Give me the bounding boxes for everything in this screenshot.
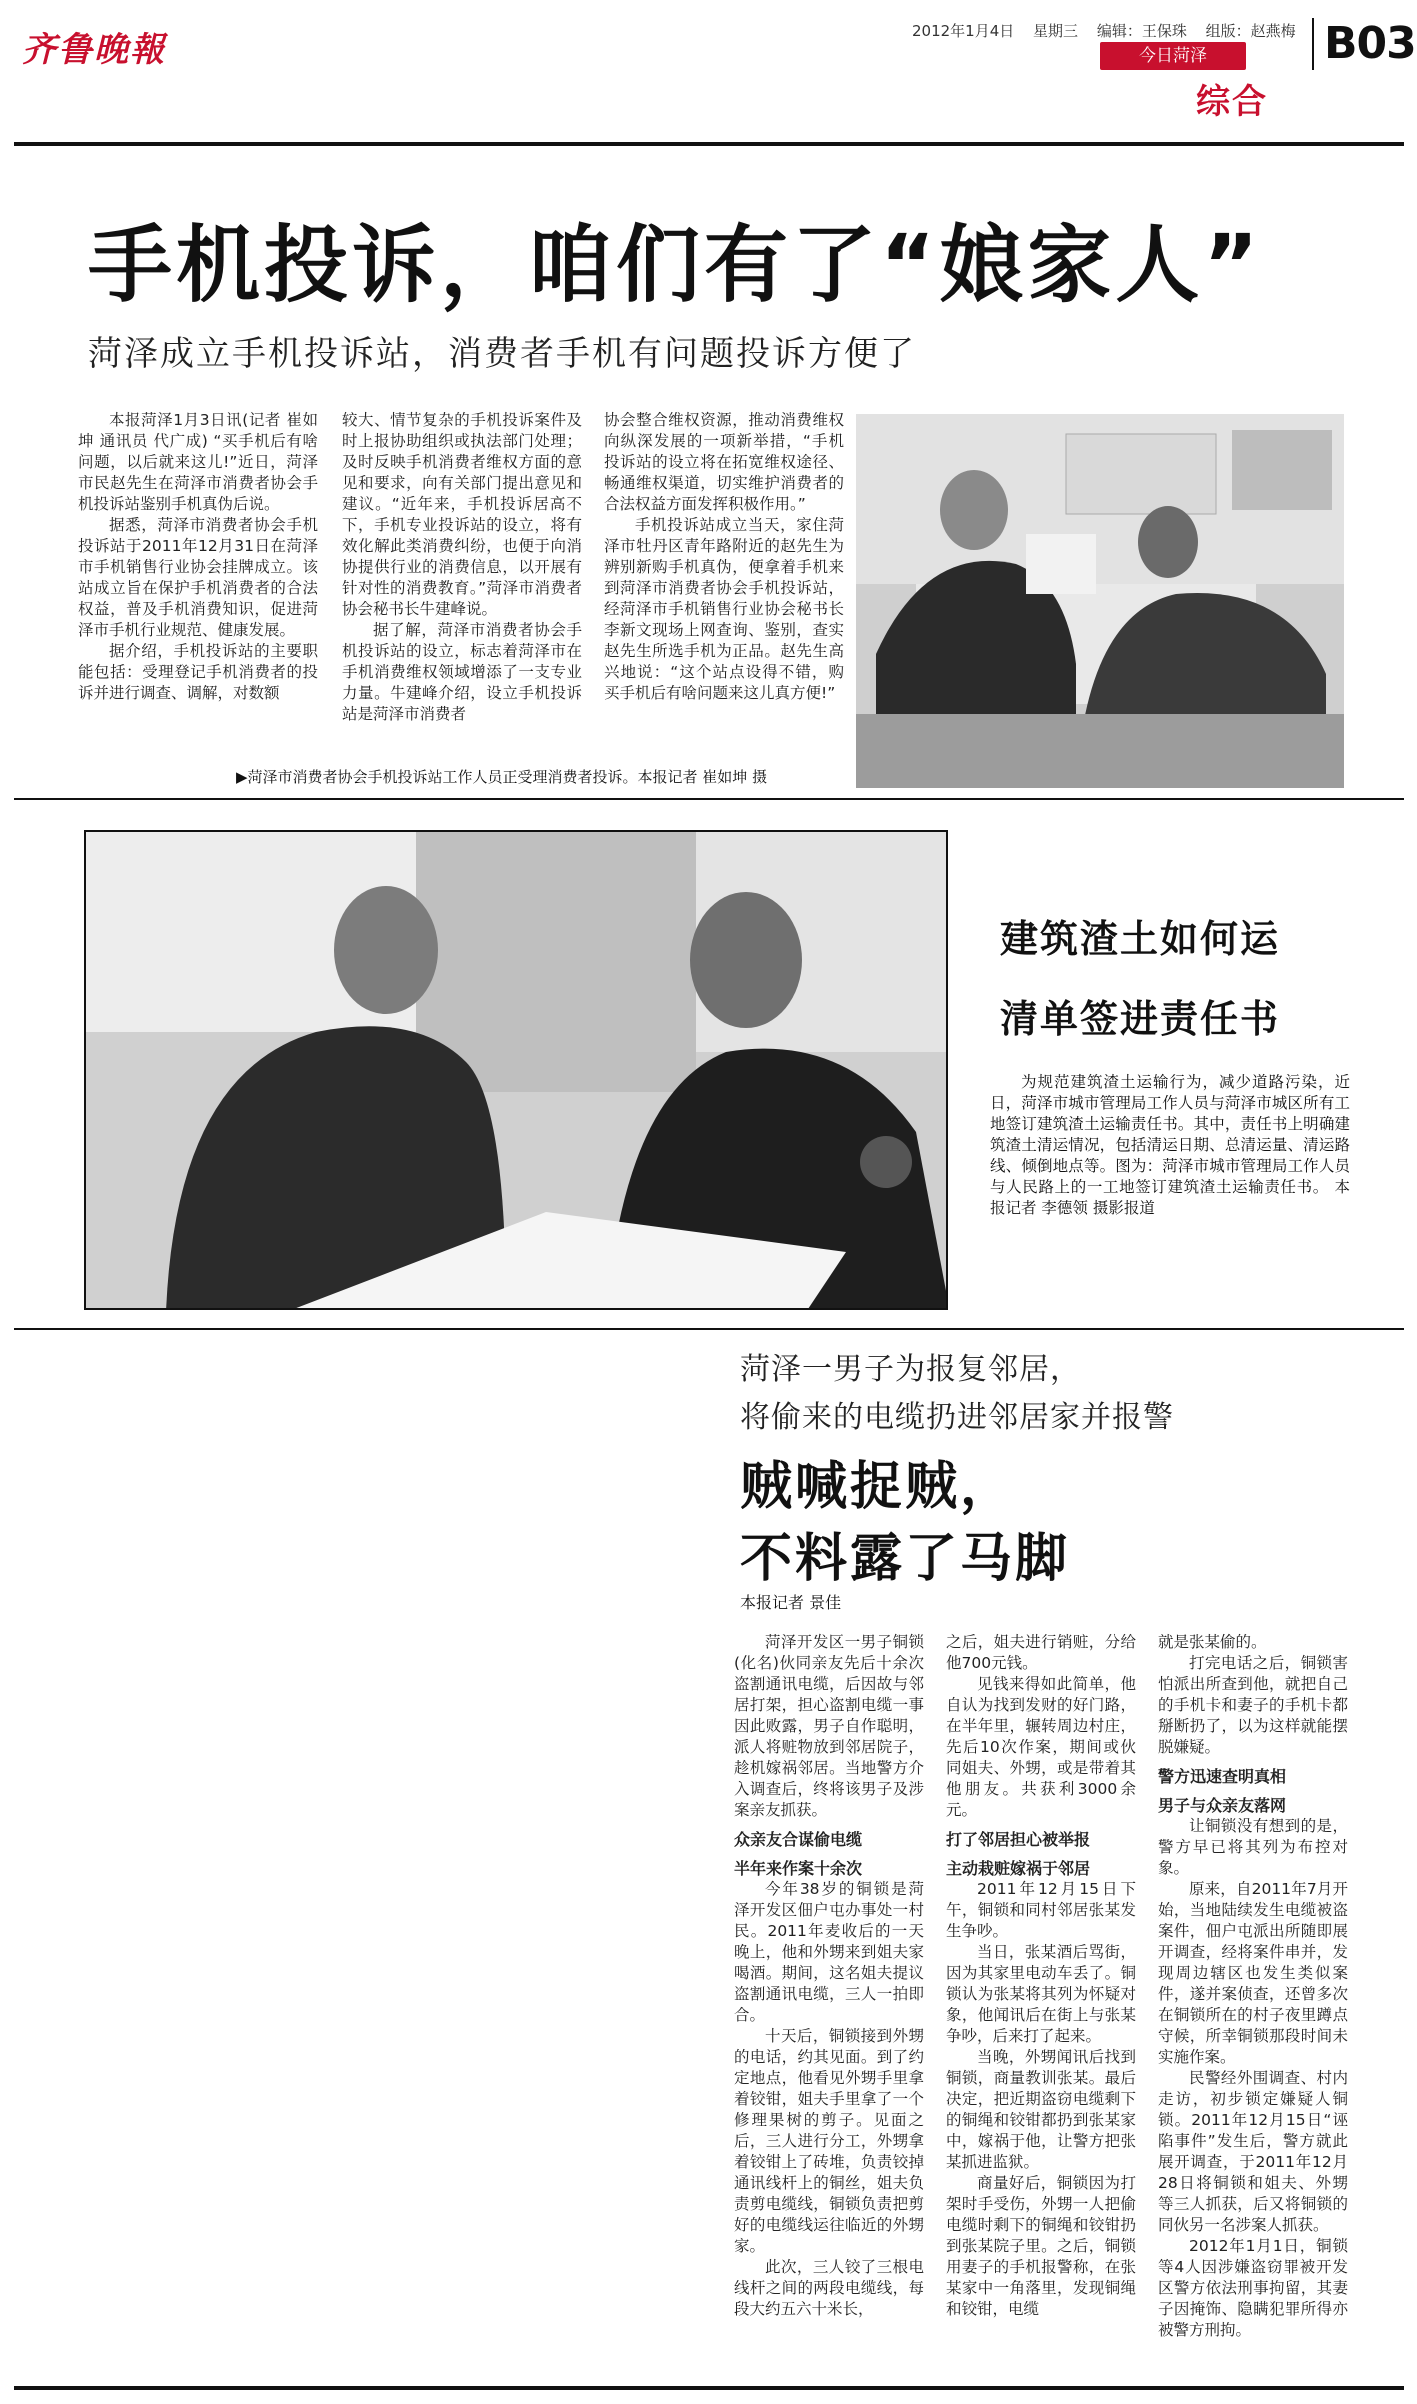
paragraph: 当晚，外甥闻讯后找到铜锁，商量教训张某。最后决定，把近期盗窃电缆剩下的铜绳和铰钳都扔到张某家中，嫁祸于他，让警方把张某抓进监狱。	[946, 2048, 1136, 2171]
paragraph: 据悉，菏泽市消费者协会手机投诉站于2011年12月31日在菏泽市手机销售行业协会挂牌成立。该站成立旨在保护手机消费者的合法权益，普及手机消费知识，促进菏泽市手机行业规范、健康发展。	[78, 516, 318, 639]
editor-credit: 编辑：王保珠	[1096, 22, 1187, 40]
story3-headline-line1: 贼喊捉贼，	[740, 1457, 1016, 1517]
story1-photo	[856, 414, 1344, 788]
story1-headline: 手机投诉，咱们有了“娘家人”	[88, 216, 1263, 314]
paragraph: 今年38岁的铜锁是菏泽开发区佃户屯办事处一村民。2011年麦收后的一天晚上，他和外甥来到姐夫家喝酒。期间，这名姐夫提议盗割通讯电缆，三人一拍即合。	[734, 1880, 924, 2024]
story3-headline-line2: 不料露了马脚	[740, 1529, 1071, 1589]
subheading: 半年来作案十余次	[734, 1859, 863, 1878]
paragraph: 见钱来得如此简单，他自认为找到发财的好门路，在半年里，辗转周边村庄，先后10次作案，期间或伙同姐夫、外甥，或是带着其他朋友。共获利3000余元。	[946, 1675, 1136, 1819]
story3-column-1	[734, 1632, 924, 2380]
paragraph: 打完电话之后，铜锁害怕派出所查到他，就把自己的手机卡和妻子的手机卡都掰断扔了，以为这样就能摆脱嫌疑。	[1158, 1654, 1348, 1756]
newspaper-logo: 齐鲁晚報	[22, 30, 166, 70]
paragraph: 较大、情节复杂的手机投诉案件及时上报协助组织或执法部门处理；及时反映手机消费者维权方面的意见和要求，向有关部门提出意见和建议。“近年来，手机投诉居高不下，手机专业投诉站的设立，将有效化解此类消费纠纷，也便于向消协提供行业的消费信息，以开展有针对性的消费教育。”菏泽市消费者协会秘书长牛建峰说。	[342, 411, 582, 618]
masthead	[0, 0, 1417, 140]
layout-credit: 组版：赵燕梅	[1205, 22, 1296, 40]
paragraph: 此次，三人铰了三根电线杆之间的两段电缆线，每段大约五六十米长，	[734, 2258, 924, 2318]
story2-headline-line1: 建筑渣土如何运	[1000, 917, 1281, 961]
story1-subhead: 菏泽成立手机投诉站，消费者手机有问题投诉方便了	[88, 334, 916, 374]
story1-column-2	[342, 410, 582, 760]
story3-kicker-line1: 菏泽一男子为报复邻居，	[740, 1352, 1081, 1387]
page-number: B03	[1324, 18, 1416, 69]
paragraph: 之后，姐夫进行销赃，分给他700元钱。	[946, 1633, 1136, 1672]
paragraph: 本报菏泽1月3日讯(记者 崔如坤 通讯员 代广成) “买手机后有啥问题，以后就来这儿!”近日，菏泽市民赵先生在菏泽市消费者协会手机投诉站鉴别手机真伪后说。	[78, 411, 318, 513]
story2-photo	[84, 830, 948, 1310]
story3-kicker-line2: 将偷来的电缆扔进邻居家并报警	[740, 1400, 1174, 1435]
paragraph: 协会整合维权资源，推动消费维权向纵深发展的一项新举措，“手机投诉站的设立将在拓宽维权途径、畅通维权渠道，切实维护消费者的合法权益方面发挥积极作用。”	[604, 411, 844, 513]
paragraph: 让铜锁没有想到的是，警方早已将其列为布控对象。	[1158, 1817, 1348, 1877]
paragraph: 十天后，铜锁接到外甥的电话，约其见面。到了约定地点，他看见外甥手里拿着铰钳，姐夫手里拿了一个修理果树的剪子。见面之后，三人进行分工，外甥拿着铰钳上了砖堆，负责铰掉通讯线杆上的铜丝，姐夫负责剪电缆线，铜锁负责把剪好的电缆线运往临近的外甥家。	[734, 2027, 924, 2255]
story1-caption: ▶菏泽市消费者协会手机投诉站工作人员正受理消费者投诉。本报记者 崔如坤 摄	[236, 768, 768, 786]
issue-date: 2012年1月4日	[912, 22, 1015, 40]
story1-divider	[14, 798, 1404, 800]
paragraph: 据了解，菏泽市消费者协会手机投诉站的设立，标志着菏泽市在手机消费维权领域增添了一支专业力量。牛建峰介绍，设立手机投诉站是菏泽市消费者	[342, 621, 582, 723]
subheading: 众亲友合谋偷电缆	[734, 1830, 863, 1849]
story2-headline-line2: 清单签进责任书	[1000, 997, 1281, 1041]
section-name: 综合	[1196, 82, 1268, 122]
masthead-divider	[1312, 18, 1314, 70]
story3-byline: 本报记者 景佳	[740, 1593, 842, 1612]
story3-column-2	[946, 1632, 1136, 2380]
paragraph: 商量好后，铜锁因为打架时手受伤，外甥一人把偷电缆时剩下的铜绳和铰钳扔到张某院子里。之后，铜锁用妻子的手机报警称，在张某家中一角落里，发现铜绳和铰钳，电缆	[946, 2174, 1136, 2318]
paragraph: 菏泽开发区一男子铜锁(化名)伙同亲友先后十余次盗割通讯电缆，后因故与邻居打架，担心盗割电缆一事因此败露，男子自作聪明，派人将赃物放到邻居院子，趁机嫁祸邻居。当地警方介入调查后，终将该男子及涉案亲友抓获。	[734, 1633, 924, 1819]
issue-meta	[912, 20, 1310, 41]
section-pill: 今日菏泽	[1100, 42, 1246, 70]
issue-weekday: 星期三	[1033, 22, 1079, 40]
paragraph: 为规范建筑渣土运输行为，减少道路污染，近日，菏泽市城市管理局工作人员与菏泽市城区所有工地签订建筑渣土运输责任书。其中，责任书上明确建筑渣土清运情况，包括清运日期、总清运量、清运路线、倾倒地点等。图为：菏泽市城市管理局工作人员与人民路上的一工地签订建筑渣土运输责任书。 本报记者 李德领 摄影报道	[990, 1073, 1350, 1217]
story2-body	[990, 1072, 1350, 1219]
subheading: 男子与众亲友落网	[1158, 1796, 1287, 1815]
paragraph: 就是张某偷的。	[1158, 1633, 1267, 1651]
story1-column-3	[604, 410, 844, 760]
paragraph: 据介绍，手机投诉站的主要职能包括：受理登记手机消费者的投诉并进行调查、调解，对数额	[78, 642, 318, 702]
subheading: 警方迅速查明真相	[1158, 1767, 1287, 1786]
photo-signing-responsibility	[86, 832, 948, 1310]
paragraph: 2011年12月15日下午，铜锁和同村邻居张某发生争吵。	[946, 1880, 1136, 1940]
story2-divider	[14, 1328, 1404, 1330]
top-rule	[14, 142, 1404, 146]
paragraph: 当日，张某酒后骂街，因为其家里电动车丢了。铜锁认为张某将其列为怀疑对象，他闻讯后在街上与张某争吵，后来打了起来。	[946, 1943, 1136, 2045]
paragraph: 2012年1月1日，铜锁等4人因涉嫌盗窃罪被开发区警方依法刑事拘留，其妻子因掩饰、隐瞒犯罪所得亦被警方刑拘。	[1158, 2237, 1348, 2339]
paragraph: 民警经外围调查、村内走访，初步锁定嫌疑人铜锁。2011年12月15日“诬陷事件”发生后，警方就此展开调查，于2011年12月28日将铜锁和姐夫、外甥等三人抓获，后又将铜锁的同伙另一名涉案人抓获。	[1158, 2069, 1348, 2234]
subheading: 主动栽赃嫁祸于邻居	[946, 1859, 1091, 1878]
bottom-rule	[14, 2386, 1404, 2390]
paragraph: 手机投诉站成立当天，家住菏泽市牡丹区青年路附近的赵先生为辨别新购手机真伪，便拿着手机来到菏泽市消费者协会手机投诉站，经菏泽市手机销售行业协会秘书长李新文现场上网查询、鉴别，查实赵先生所选手机为正品。赵先生高兴地说：“这个站点设得不错，购买手机后有啥问题来这儿真方便!”	[604, 516, 844, 702]
photo-complaint-desk	[856, 414, 1344, 788]
paragraph: 原来，自2011年7月开始，当地陆续发生电缆被盗案件，佃户屯派出所随即展开调查，经将案件串并，发现周边辖区也发生类似案件，遂并案侦查，还曾多次在铜锁所在的村子夜里蹲点守候，所幸铜锁那段时间未实施作案。	[1158, 1880, 1348, 2066]
story3-column-3	[1158, 1632, 1348, 2380]
subheading: 打了邻居担心被举报	[946, 1830, 1091, 1849]
story1-column-1	[78, 410, 318, 760]
